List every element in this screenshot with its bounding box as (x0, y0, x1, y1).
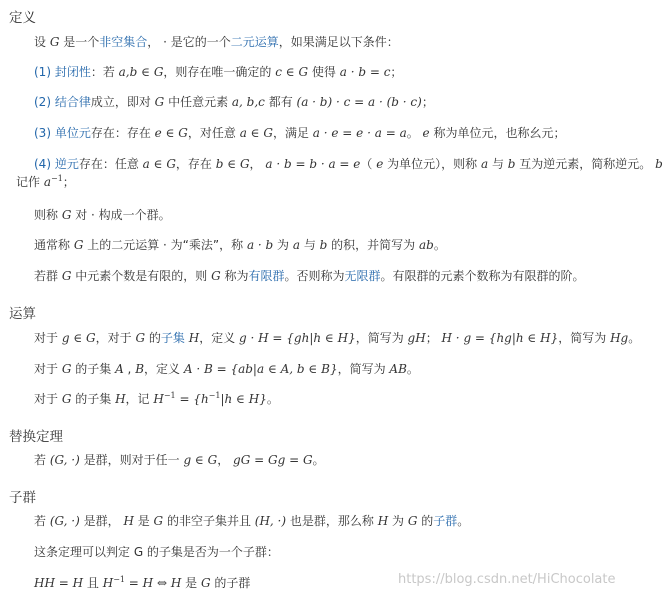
math: gH (407, 331, 426, 345)
text: 对 · 构成一个群。 (71, 208, 171, 222)
text: 使得 (308, 65, 340, 79)
op-line-2 (34, 361, 419, 377)
text: ，简写为 (558, 331, 611, 345)
link-nonempty-set[interactable]: 非空集合 (99, 35, 148, 49)
text: 对于 (34, 331, 62, 345)
text: , (123, 362, 136, 376)
math-G: G (73, 238, 84, 252)
math: e (376, 157, 384, 171)
text: ， (217, 453, 234, 467)
math: a (480, 157, 489, 171)
math: H (170, 576, 182, 590)
text: (2) (34, 95, 55, 109)
text: 对于 (34, 392, 62, 406)
math: HH = H (34, 576, 84, 590)
math: (H, ·) (254, 514, 287, 528)
math-G: G (135, 331, 146, 345)
math: Hg (610, 331, 629, 345)
math-G: G (153, 514, 164, 528)
math-sup: −1 (113, 575, 125, 584)
math-G: G (178, 126, 188, 140)
math: ∈ (223, 157, 240, 171)
math: ∈ (149, 157, 167, 171)
def-multiplication (34, 237, 446, 253)
math: H (377, 514, 389, 528)
text: 的子群 (210, 576, 251, 590)
text: ，对于 (95, 331, 136, 345)
math: H (153, 392, 164, 406)
math-G: G (61, 208, 72, 222)
math-G: G (153, 65, 164, 79)
link-identity-element[interactable]: 单位元 (54, 126, 91, 140)
link-closure[interactable]: 封闭性 (54, 65, 91, 79)
math: e (422, 126, 430, 140)
math: |h ∈ H} (220, 392, 267, 406)
subgroup-definition (34, 513, 469, 529)
op-line-3 (34, 391, 279, 407)
math: ∈ (281, 65, 299, 79)
text: ，存在 (175, 157, 216, 171)
text: 的 (417, 514, 434, 528)
math: e (154, 126, 162, 140)
text: ， (249, 157, 266, 171)
def-condition-3 (34, 125, 565, 141)
math: H (188, 331, 200, 345)
math: ∈ (69, 331, 87, 345)
link-infinite-group[interactable]: 无限群 (344, 269, 381, 283)
watermark: https://blog.csdn.net/HiChocolate (398, 572, 616, 587)
text: 也是群，那么称 (286, 514, 378, 528)
math: B (135, 362, 145, 376)
math: gG = Gg = G (233, 453, 313, 467)
math-G: G (154, 95, 165, 109)
text: (3) (34, 126, 55, 140)
math: a, b,c (231, 95, 265, 109)
math: g · H = {gh|h ∈ H} (239, 331, 356, 345)
text: 的子集 (71, 392, 116, 406)
math: (G, ·) (49, 514, 80, 528)
text: 上的二元运算 · 为“乘法”，称 (83, 238, 247, 252)
replacement-statement (34, 452, 325, 468)
text: 存在：任意 (78, 157, 143, 171)
math: a · e = e · a = a (312, 126, 407, 140)
math-G: G (211, 269, 221, 283)
math: A · B = {ab|a ∈ A, b ∈ B} (183, 362, 338, 376)
section-title-subgroup: 子群 (9, 490, 36, 506)
math-G: G (239, 157, 250, 171)
text: 的非空子集并且 (163, 514, 255, 528)
text: 。 (433, 238, 446, 252)
math: AB (389, 362, 407, 376)
def-condition-4 (34, 156, 663, 172)
subgroup-criterion (34, 575, 250, 591)
text: 。 (457, 514, 470, 528)
math: = {h (175, 392, 209, 406)
math: a · b = b · a = e (265, 157, 361, 171)
math: a · b (246, 238, 274, 252)
text: ，简写为 (355, 331, 408, 345)
link-inverse-element[interactable]: 逆元 (54, 157, 79, 171)
text: 对于 (34, 362, 62, 376)
text: 中元素个数是有限的，则 (71, 269, 212, 283)
math-sup: −1 (50, 174, 63, 183)
math: H · g = {hg|h ∈ H} (441, 331, 559, 345)
text: 称为单位元，也称幺元； (429, 126, 566, 140)
text: ，满足 (272, 126, 313, 140)
math-G: G (86, 331, 96, 345)
text: (1) (34, 65, 55, 79)
text: 。 (628, 331, 641, 345)
math: ab (418, 238, 434, 252)
math-G: G (166, 157, 176, 171)
subgroup-criterion-intro: 这条定理可以判定 G 的子集是否为一个子群： (34, 545, 279, 559)
text: 为 (388, 514, 408, 528)
text: 与 (300, 238, 320, 252)
math-G: G (61, 392, 72, 406)
math: H (123, 514, 134, 528)
text: 是 (181, 576, 201, 590)
section-title-definition: 定义 (9, 10, 36, 26)
text: 。有限群的元素个数称为有限群的阶。 (380, 269, 585, 283)
math: (G, ·) (49, 453, 80, 467)
link-subgroup[interactable]: 子群 (433, 514, 458, 528)
math-G: G (407, 514, 418, 528)
text: 若 (34, 514, 50, 528)
text: 记作 (16, 175, 44, 189)
math-sup: −1 (208, 391, 221, 400)
section-title-replacement-theorem: 替换定理 (9, 429, 63, 445)
math: a (292, 238, 301, 252)
text: ，如果满足以下条件： (278, 35, 399, 49)
link-associativity[interactable]: 结合律 (54, 95, 91, 109)
text: 则称 (34, 208, 62, 222)
text: 。 (406, 362, 419, 376)
math-G: G (61, 269, 72, 283)
math: c (275, 65, 282, 79)
math: H (115, 392, 126, 406)
text: 。 (406, 126, 423, 140)
text: 是群，则对于任一 (79, 453, 184, 467)
def-condition-4-cont (16, 174, 75, 190)
text: 存在：存在 (90, 126, 155, 140)
def-conclusion (34, 207, 171, 223)
text: 为 (273, 238, 293, 252)
math: a (43, 175, 51, 189)
text: 是一个 (59, 35, 100, 49)
text: 的 (145, 331, 161, 345)
math-G: G (200, 576, 211, 590)
text: 设 (34, 35, 50, 49)
math: ∈ (161, 126, 179, 140)
math-sup: −1 (163, 391, 176, 400)
def-intro (34, 34, 399, 50)
text: 是 (133, 514, 154, 528)
op-line-1 (34, 330, 640, 346)
text: 是群， (79, 514, 124, 528)
text: 中任意元素 (164, 95, 232, 109)
text: 若 (34, 453, 50, 467)
math-G: G (61, 362, 72, 376)
text: 与 (488, 157, 508, 171)
text: ； (390, 65, 403, 79)
math: a (239, 126, 247, 140)
math: b (319, 238, 328, 252)
link-finite-group[interactable]: 有限群 (248, 269, 285, 283)
math: b (215, 157, 224, 171)
math-G: G (263, 126, 273, 140)
def-condition-2 (34, 94, 434, 110)
text: 且 (83, 576, 103, 590)
math: a (142, 157, 150, 171)
text: 通常称 (34, 238, 74, 252)
text: 为单位元），则称 (383, 157, 481, 171)
math-G: G (298, 65, 309, 79)
math: (a · b) · c = a · (b · c) (296, 95, 422, 109)
section-title-operation: 运算 (9, 306, 36, 322)
text: ，则存在唯一确定的 (163, 65, 276, 79)
def-finite-group (34, 268, 585, 284)
math: ∈ (137, 65, 154, 79)
text: ，定义 (199, 331, 240, 345)
math: g (61, 331, 70, 345)
math: a · b = c (339, 65, 391, 79)
text: 。 (312, 453, 325, 467)
math: A (115, 362, 124, 376)
text: ：若 (90, 65, 119, 79)
text: 的积，并简写为 (327, 238, 419, 252)
math: a,b (118, 65, 138, 79)
text: (4) (34, 157, 55, 171)
link-subset[interactable]: 子集 (160, 331, 185, 345)
text: 的子集 (71, 362, 116, 376)
text: ，记 (125, 392, 154, 406)
text: 。否则称为 (284, 269, 345, 283)
text: ，对任意 (187, 126, 240, 140)
text: ； (425, 331, 442, 345)
text: ，简写为 (337, 362, 390, 376)
text: ； (62, 175, 75, 189)
math-G: G (49, 35, 60, 49)
text: 称为 (220, 269, 249, 283)
text: ，定义 (144, 362, 184, 376)
text: ； (421, 95, 434, 109)
math: ⇔ (153, 576, 171, 590)
text: 若群 (34, 269, 62, 283)
text: 互为逆元素，简称逆元。 (515, 157, 656, 171)
text: 都有 (264, 95, 297, 109)
link-binary-operation[interactable]: 二元运算 (230, 35, 279, 49)
text: ， · 是它的一个 (147, 35, 231, 49)
math: ∈ (246, 126, 264, 140)
text: 。 (266, 392, 279, 406)
math: H (102, 576, 114, 590)
text: （ (360, 157, 377, 171)
def-condition-1 (34, 64, 402, 80)
text: 成立，即对 (90, 95, 155, 109)
math: = H (124, 576, 154, 590)
math: g ∈ G (183, 453, 218, 467)
math: b (507, 157, 516, 171)
math: b (655, 157, 663, 171)
